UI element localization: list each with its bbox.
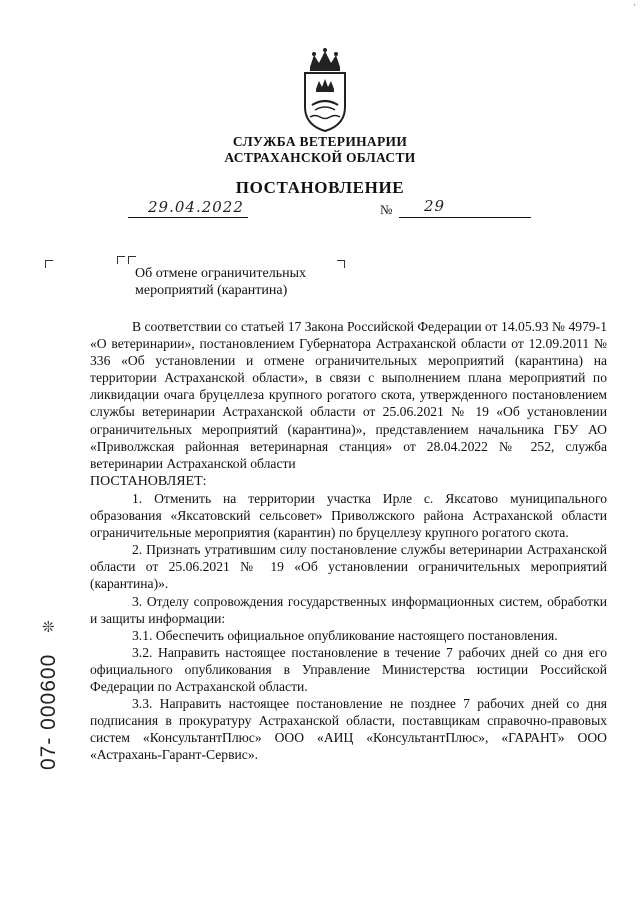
corner-bracket-left <box>45 260 53 268</box>
item-3-paragraph: 3. Отделу сопровождения государственных информационных систем, обработки и защиты информации: <box>90 593 607 626</box>
number-underline <box>399 201 531 218</box>
subject-line2: мероприятий (карантина) <box>135 283 288 298</box>
document-subject <box>135 265 306 299</box>
document-number: 29 <box>424 197 446 215</box>
document-body <box>90 318 607 763</box>
document-date: 29.04.2022 <box>148 198 244 216</box>
organization-name-line1: СЛУЖБА ВЕТЕРИНАРИИ <box>232 134 408 149</box>
registration-code <box>35 653 65 770</box>
item-1-paragraph: 1. Отменить на территории участка Ирле с. Яксатово муниципального образования «Яксатовский сельсовет» Приволжского района Астраханской области ограничительные мероприятия (карантин) по бруцеллезу крупного рогатого скота. <box>90 490 607 541</box>
corner-mark: · <box>633 0 636 10</box>
item-3-2-paragraph: 3.2. Направить настоящее постановление в течение 7 рабочих дней со дня его официального опубликования в Управление Министерства юстиции Российской Федерации по Астраханской области. <box>90 644 607 694</box>
coat-of-arms-emblem <box>300 45 350 135</box>
corner-bracket-inner-left <box>117 256 125 264</box>
item-3-1-paragraph: 3.1. Обеспечить официальное опубликование настоящего постановления. <box>132 627 558 643</box>
margin-asterisk-symbol: ❊ <box>42 620 55 636</box>
preamble-paragraph: В соответствии со статьей 17 Закона Российской Федерации от 14.05.93 № 4979-1 «О ветеринарии», постановлением Губернатора Астраханской области от 12.09.2011 № 336 «Об установлении и отмене ограничительных мероприятий (карантина) на территории Астраханской области», в связи с выполнением плана мероприятий по ликвидации очага бруцеллеза крупного рогатого скота, утвержденного постановлением службы ветеринарии Астраханской области от 25.06.2021 № 19 «Об установлении ограничительных мероприятий (карантина)», представлением начальника ГБУ АО «Приволжская районная ветеринарная станция» от 28.04.2022 № 252, служба ветеринарии Астраханской области <box>90 319 607 471</box>
document-type-title: ПОСТАНОВЛЕНИЕ <box>235 178 405 197</box>
item-3-3-paragraph: 3.3. Направить настоящее постановление не позднее 7 рабочих дней со дня подписания в прокуратуру Астраханской области, поставщикам справочно-правовых систем «КонсультантПлюс» ООО «АИЦ «КонсультантПлюс», «ГАРАНТ» ООО «Астрахань-Гарант-Сервис». <box>90 696 607 763</box>
registration-code-text: 07- 000600 <box>37 653 60 770</box>
item-2-paragraph: 2. Признать утратившим силу постановление службы ветеринарии Астраханской области от 25.06.2021 № 19 «Об установлении ограничительных мероприятий (карантина)». <box>90 542 607 592</box>
subject-line1: Об отмене ограничительных <box>135 266 307 281</box>
corner-bracket-inner-left-2 <box>128 256 136 264</box>
corner-bracket-right <box>337 260 345 268</box>
number-label: № <box>380 202 393 217</box>
decree-heading: ПОСТАНОВЛЯЕТ: <box>90 473 207 489</box>
organization-name-line2: АСТРАХАНСКОЙ ОБЛАСТИ <box>224 150 416 165</box>
